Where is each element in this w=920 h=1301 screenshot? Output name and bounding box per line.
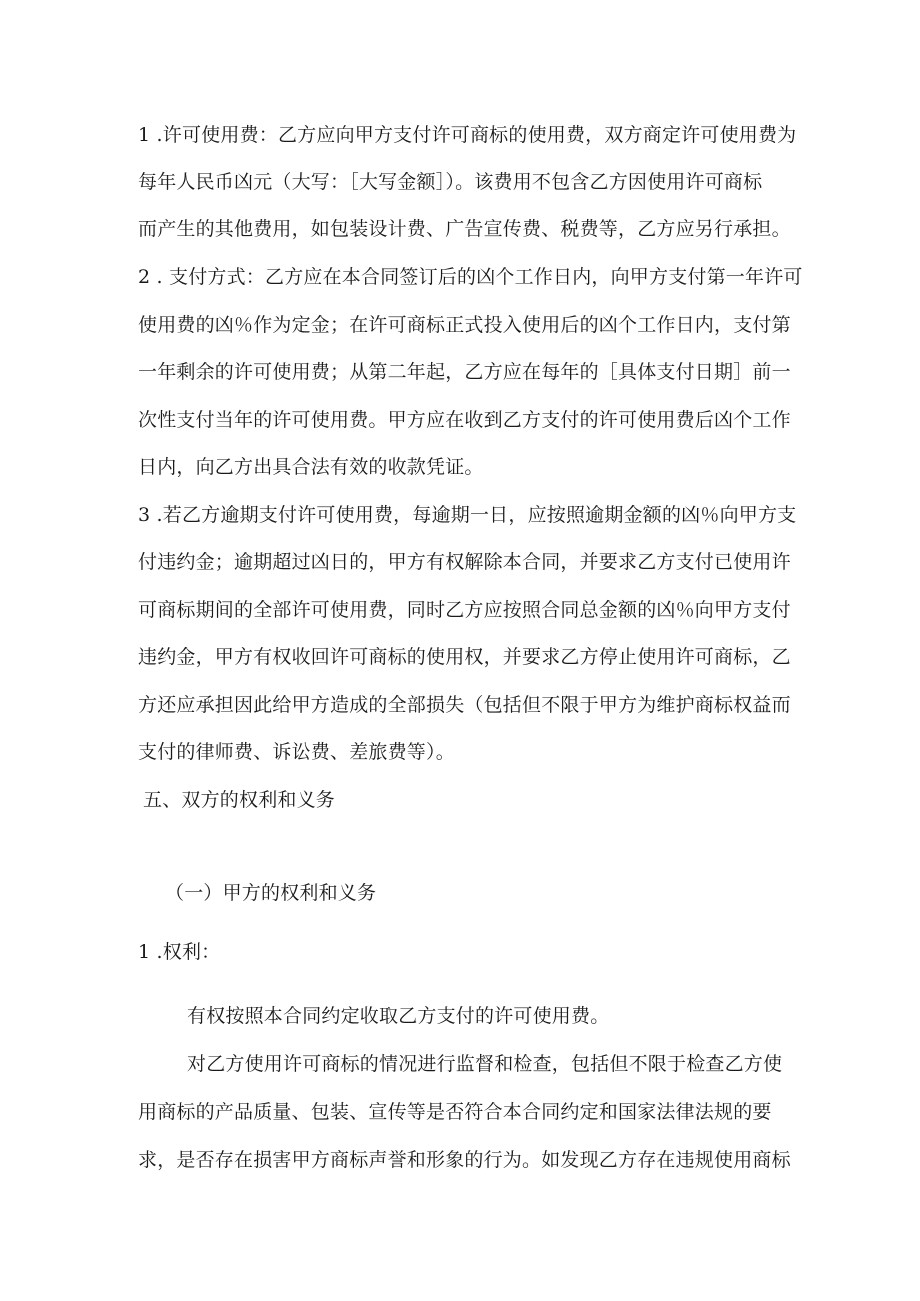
clause-3-line-4: 违约金，甲方有权收回许可商标的使用权，并要求乙方停止使用许可商标，乙: [138, 646, 791, 668]
section-heading: 五、双方的权利和义务: [143, 789, 336, 811]
clause-3-line-2: 付违约金；逾期超过凶日的，甲方有权解除本合同，并要求乙方支付已使用许: [138, 551, 791, 573]
clause-3-line-3: 可商标期间的全部许可使用费，同时乙方应按照合同总金额的凶％向甲方支付: [138, 599, 791, 621]
right-item-1: 有权按照本合同约定收取乙方支付的许可使用费。: [187, 1005, 610, 1027]
right-item-2-line-2: 用商标的产品质量、包装、宣传等是否符合本合同约定和国家法律法规的要: [138, 1101, 772, 1123]
clause-2-line-3: 一年剩余的许可使用费；从第二年起，乙方应在每年的［具体支付日期］前一: [138, 361, 791, 383]
right-item-2-line-1: 对乙方使用许可商标的情况进行监督和检查，包括但不限于检查乙方使: [187, 1053, 783, 1075]
clause-3-line-6: 支付的律师费、诉讼费、差旅费等）。: [138, 741, 455, 763]
clause-3-line-1: 3 .若乙方逾期支付许可使用费，每逾期一日，应按照逾期金额的凶％向甲方支: [138, 504, 797, 526]
rights-heading: 1 .权利：: [138, 941, 221, 963]
clause-3-line-5: 方还应承担因此给甲方造成的全部损失（包括但不限于甲方为维护商标权益而: [138, 694, 791, 716]
clause-2-line-2: 使用费的凶％作为定金；在许可商标正式投入使用后的凶个工作日内，支付第: [138, 314, 791, 336]
clause-1-line-1: 1 .许可使用费：乙方应向甲方支付许可商标的使用费，双方商定许可使用费为: [138, 124, 797, 146]
clause-2-line-4: 次性支付当年的许可使用费。甲方应在收到乙方支付的许可使用费后凶个工作: [138, 409, 791, 431]
clause-1-line-2: 每年人民币凶元（大写：［大写金额］）。该费用不包含乙方因使用许可商标: [138, 171, 763, 193]
clause-2-line-1: 2 . 支付方式：乙方应在本合同签订后的凶个工作日内，向甲方支付第一年许可: [138, 266, 803, 288]
right-item-2-line-3: 求，是否存在损害甲方商标声誉和形象的行为。如发现乙方存在违规使用商标: [138, 1149, 791, 1171]
subsection-heading: （一）甲方的权利和义务: [165, 882, 377, 904]
clause-1-line-3: 而产生的其他费用，如包装设计费、广告宣传费、税费等，乙方应另行承担。: [138, 218, 791, 240]
clause-2-line-5: 日内，向乙方出具合法有效的收款凭证。: [138, 456, 484, 478]
